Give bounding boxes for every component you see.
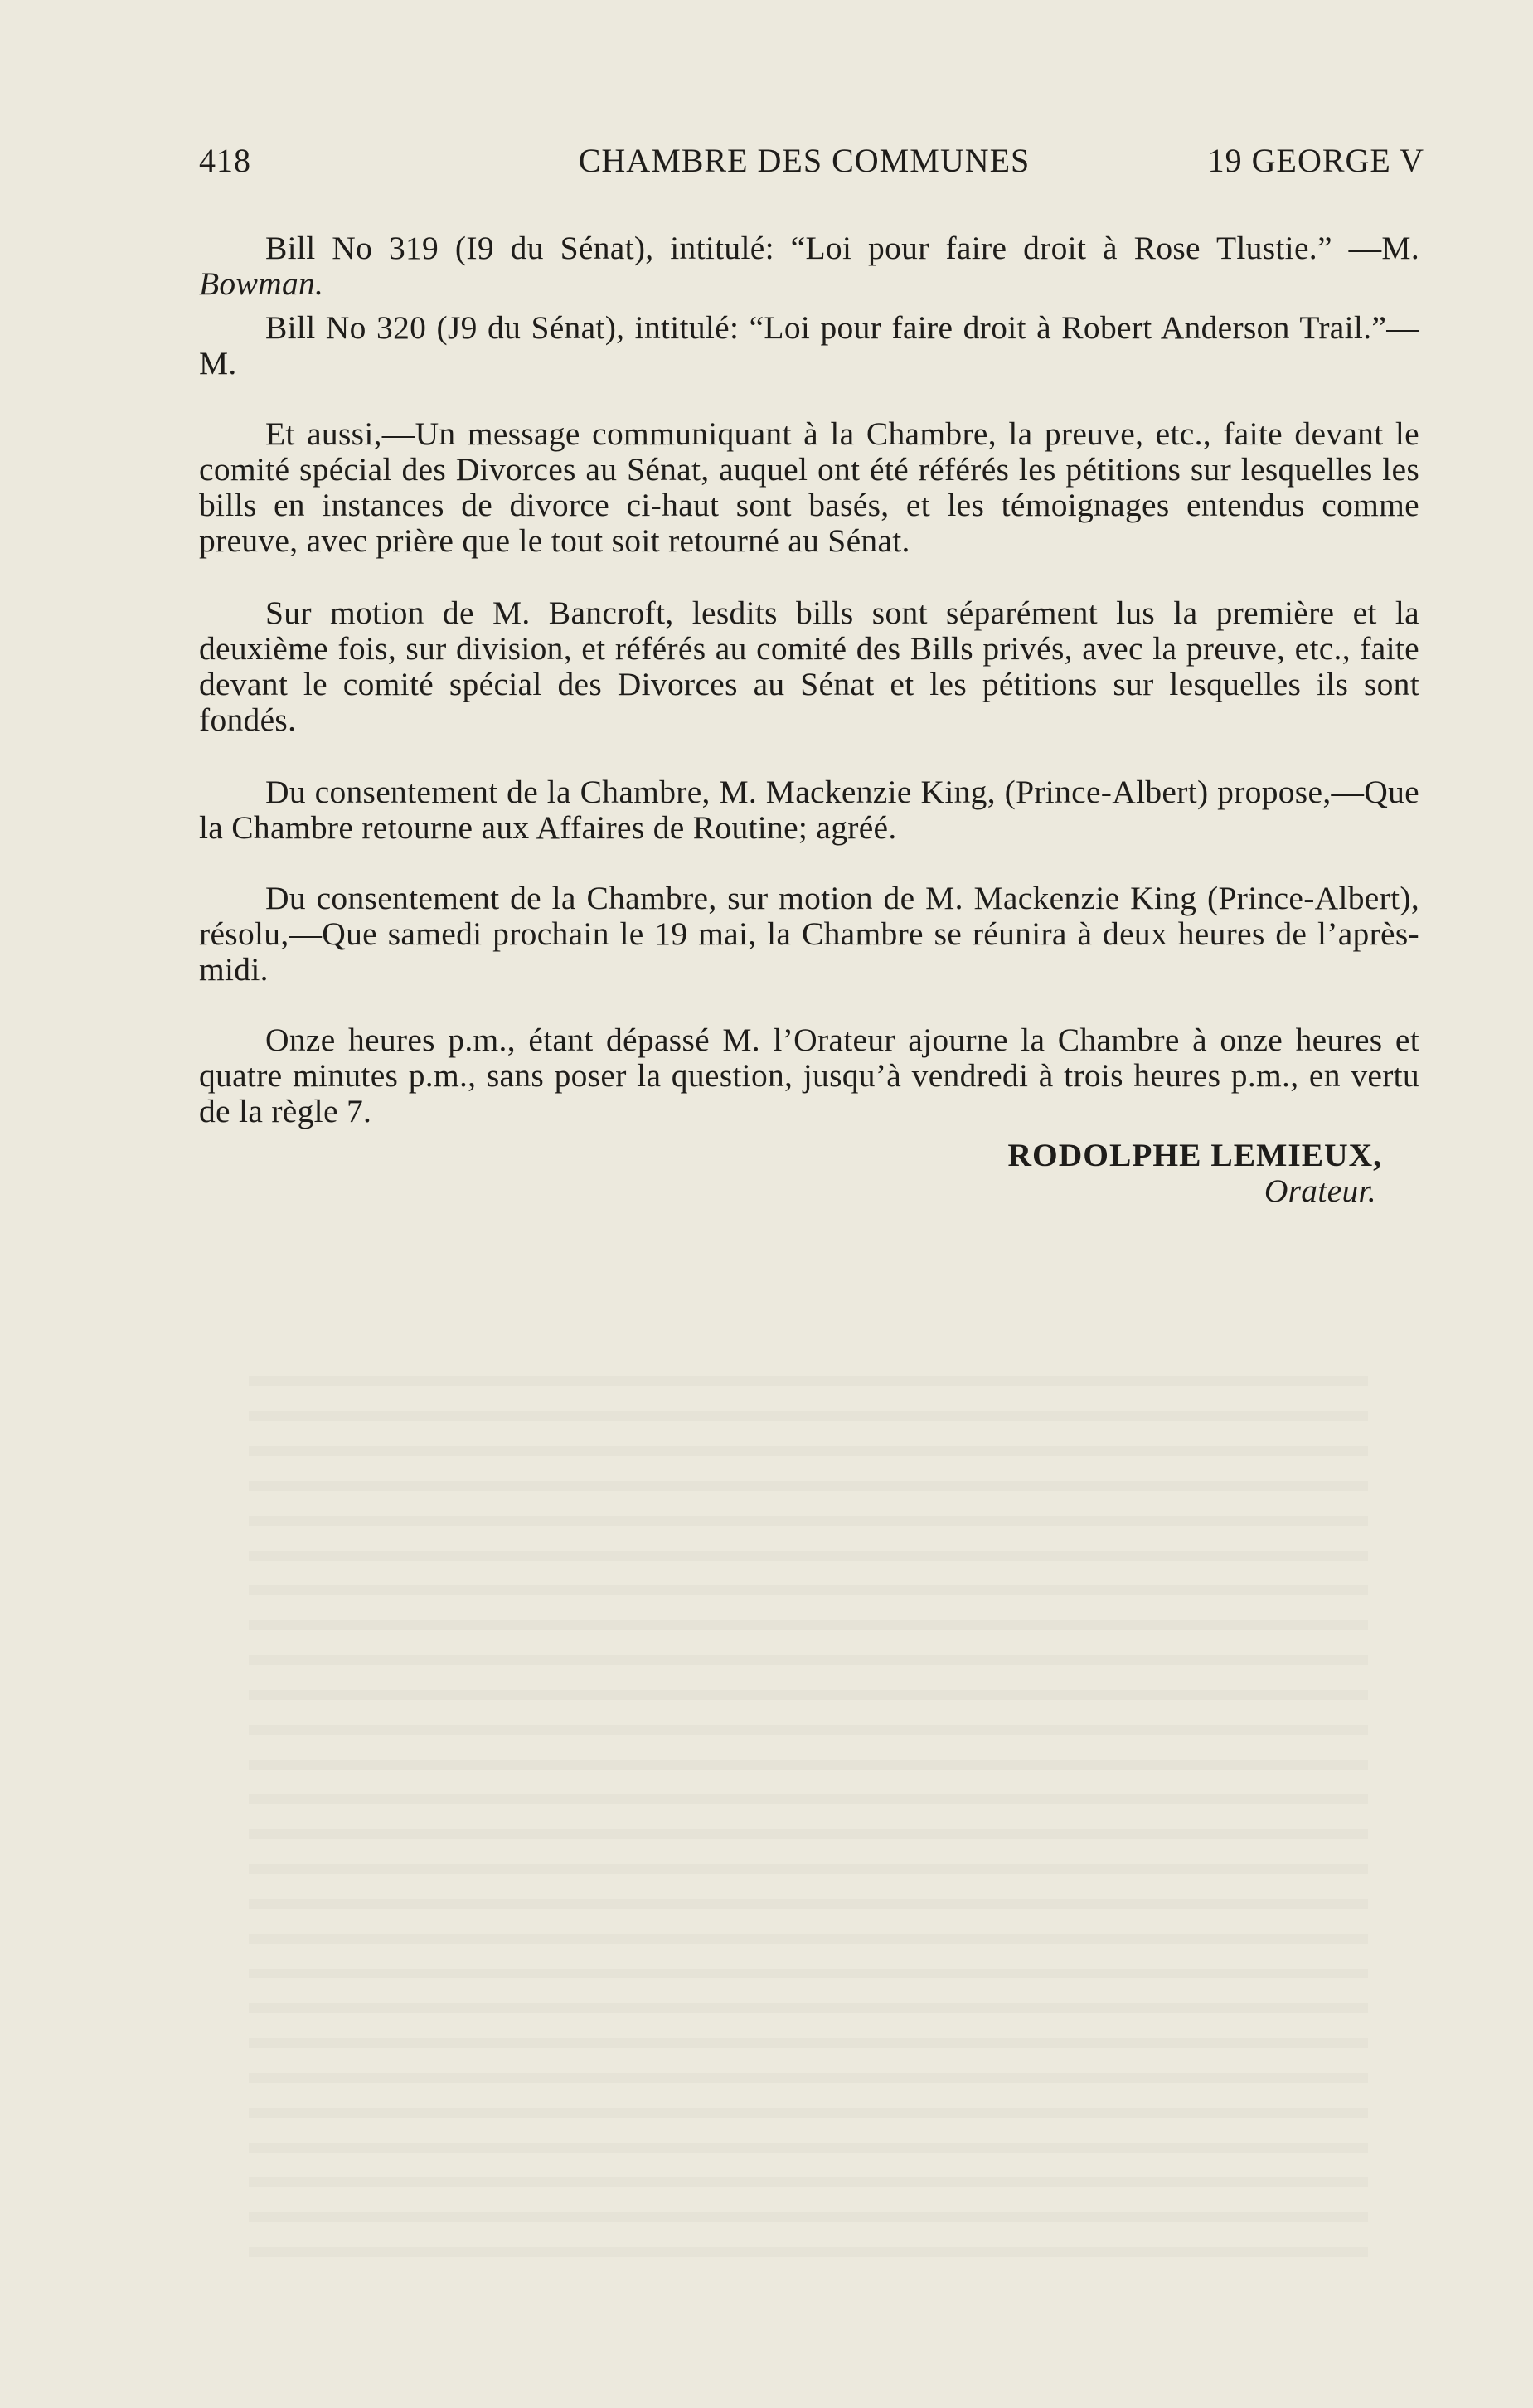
paragraph-bill-320: Bill No 320 (J9 du Sénat), intitulé: “Loi pour faire droit à Robert Anderson Trail.”—M. bbox=[199, 309, 1419, 381]
bill-319-sponsor: Bowman. bbox=[199, 265, 324, 302]
paragraph-message: Et aussi,—Un message communiquant à la Chambre, la preuve, etc., faite devant le comité spécial des Divorces au Sénat, auquel ont été référés les pétitions sur lesquelles les bills en instances de divorce ci-haut sont basés, et les témoignages entendus comme preuve, avec prière que le tout soit retourné au Sénat. bbox=[199, 415, 1419, 559]
page-body bbox=[199, 231, 1419, 1209]
bleed-through-shading bbox=[249, 1352, 1368, 2264]
signature-title: Orateur. bbox=[1264, 1172, 1376, 1209]
page-number: 418 bbox=[199, 142, 251, 179]
paragraph-routine: Du consentement de la Chambre, M. Mackenzie King, (Prince-Albert) propose,—Que la Chambre retourne aux Affaires de Routine; agréé. bbox=[199, 774, 1419, 846]
paragraph-bill-319 bbox=[199, 231, 1419, 302]
paragraph-adjournment: Onze heures p.m., étant dépassé M. l’Orateur ajourne la Chambre à onze heures et quatre minutes p.m., sans poser la question, jusqu’à vendredi à trois heures p.m., en vertu de la règle 7. bbox=[199, 1022, 1419, 1129]
page-header bbox=[199, 141, 1424, 191]
paragraph-saturday: Du consentement de la Chambre, sur motion de M. Mackenzie King (Prince-Albert), résolu,—Que samedi prochain le 19 mai, la Chambre se réunira à deux heures de l’après-midi. bbox=[199, 880, 1419, 988]
signature-block bbox=[199, 1138, 1419, 1209]
signature-name: RODOLPHE LEMIEUX, bbox=[1007, 1137, 1382, 1173]
bill-319-text: Bill No 319 (I9 du Sénat), intitulé: “Loi pour faire droit à Rose Tlustie.” —M. bbox=[265, 230, 1419, 266]
running-title: CHAMBRE DES COMMUNES bbox=[578, 142, 1031, 179]
session-label: 19 GEORGE V bbox=[1207, 142, 1424, 179]
paragraph-motion-bancroft: Sur motion de M. Bancroft, lesdits bills sont séparément lus la première et la deuxième fois, sur division, et référés au comité des Bills privés, avec la preuve, etc., faite devant le comité spécial des Divorces au Sénat et les pétitions sur lesquelles ils sont fondés. bbox=[199, 595, 1419, 738]
